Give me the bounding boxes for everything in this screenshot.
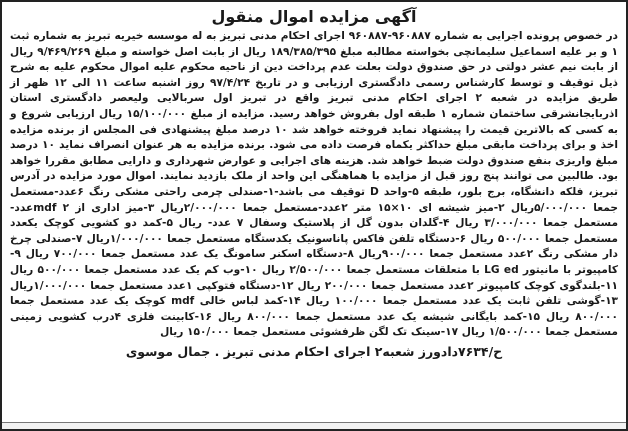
notice-body xyxy=(10,29,618,341)
notice-signature: ح/۷۶۳۴دادورز شعبه۲ اجرای احکام مدنی تبریز . جمال موسوی xyxy=(125,343,503,359)
notice-paragraph: در خصوص پرونده اجرایی به شماره ۹۶۰۸۸۷-۹۶۰۸۸۷ اجرای احکام مدنی تبریز به له موسسه خیریه تبریز به شماره ثبت ۱ و بر علیه اسماعیل سلیمانچی بخواسته مطالبه مبلغ ۱۸۹/۳۸۵/۳۹۵ ریال از بابت اصل خواسته و مبلغ ۹/۴۶۹/۲۶۹ ریال از بابت نیم عشر دولتی در حق صندوق دولت بعلت عدم پرداخت دین از ناحیه محکوم علیه اموال محکوم علیه به شرح ذیل توقیف و توسط کارشناس رسمی دادگستری ارزیابی و در تاریخ ۹۷/۴/۲۴ روز اشنبه ساعت ۱۱ الی ۱۲ ظهر از طریق مزایده در شعبه ۲ اجرای احکام مدنی تبریز واقع در تبریز اول سربالایی ولیعصر دادگستری استان اذربایجانشرقی ساختمان شماره ۱ طبقه اول بفروش خواهد رسید. مزایده از مبلغ ۱۵/۱۰۰/۰۰۰ ریال ارزیابی شروع و به کسی که بالاترین قیمت را پیشنهاد نماید فروخته خواهد شد ۱۰ درصد مبلغ پیشنهادی فی المجلس از برنده مزایده اخذ و برای پرداخت مابقی مبلغ حداکثر یکماه فرصت داده می شود. برنده مزایده به هر عنوان انصراف نماید ۱۰ درصد مبلغ واریزی بنفع صندوق دولت ضبط خواهد شد. هزینه های اجرایی و عوارض شهرداری و دارایی مطابق مقررا خواهد بود. طالبین می توانند پنج روز قبل از مزایده با هماهنگی این واحد از ملک بازدید نمایند. اموال مورد مزایده در آدرس تبریز، فلکه دانشگاه، برج بلور، طبقه ۵-واحد D توقیف می باشد-۱-صندلی چرمی راحتی مشکی رنگ ۶عدد-مستعمل جمعا ۵/۰۰۰/۰۰۰ریال ۲-میز شیشه ای ۱۰×۱۵ متر ۲عدد-مستعمل جمعا ۲/۰۰۰/۰۰۰ریال ۳-میز اداری از mdf ۲عدد- مستعمل جمعا ۳/۰۰۰/۰۰۰ ریال ۴-گلدان بدون گل از پلاستیک وسفال ۷ عدد- ریال ۵-کمد دو کشویی کوچک یکعدد مستعمل جمعا ۵۰۰/۰۰۰ ریال ۶-دستگاه تلفن فاکس پاناسونیک یکدستگاه مستعمل جمعا ۱/۰۰۰/۰۰۰ریال ۷-صندلی چرخ دار مشکی رنگ ۲عدد مستعمل جمعا ۹۰۰/۰۰۰ریال ۸-دستگاه اسکنر سامونگ یک عدد مستعمل جمعا ۷۰۰/۰۰۰ ریال ۹-کامپیوتر با مانیتور LG ed با متعلقات مستعمل جمعا ۲/۵۰۰/۰۰۰ ریال ۱۰-وب کم یک عدد مستعمل جمعا ۵۰۰/۰۰۰ ریال ۱۱-بلندگوی کوچک کامپیوتر ۲عدد مستعمل جمعا ۲۰۰/۰۰۰ ریال ۱۲-دستگاه فتوکپی ۱عدد مستعمل جمعا ۱/۰۰۰/۰۰۰ریال ۱۳-گوشی تلفن ثابت یک عدد مستعمل جمعا ۱۰۰/۰۰۰ ریال ۱۴-کمد لباس خالی mdf کوچک یک عدد مستعمل جمعا ۸۰۰/۰۰۰ ریال ۱۵-کمد بایگانی شیشه یک عدد مستعمل جمعا ۸۰۰/۰۰۰ ریال ۱۶-کابینت فلزی ۴درب کشویی زمینی مستعمل جمعا ۱/۵۰۰/۰۰۰ ریال ۱۷-سینک تک لگن ظرفشوئی مستعمل جمعا ۱۵۰/۰۰۰ ریال xyxy=(10,30,619,339)
clipping-edge xyxy=(2,422,626,429)
notice-title: آگهی مزایده اموال منقول xyxy=(211,7,417,26)
